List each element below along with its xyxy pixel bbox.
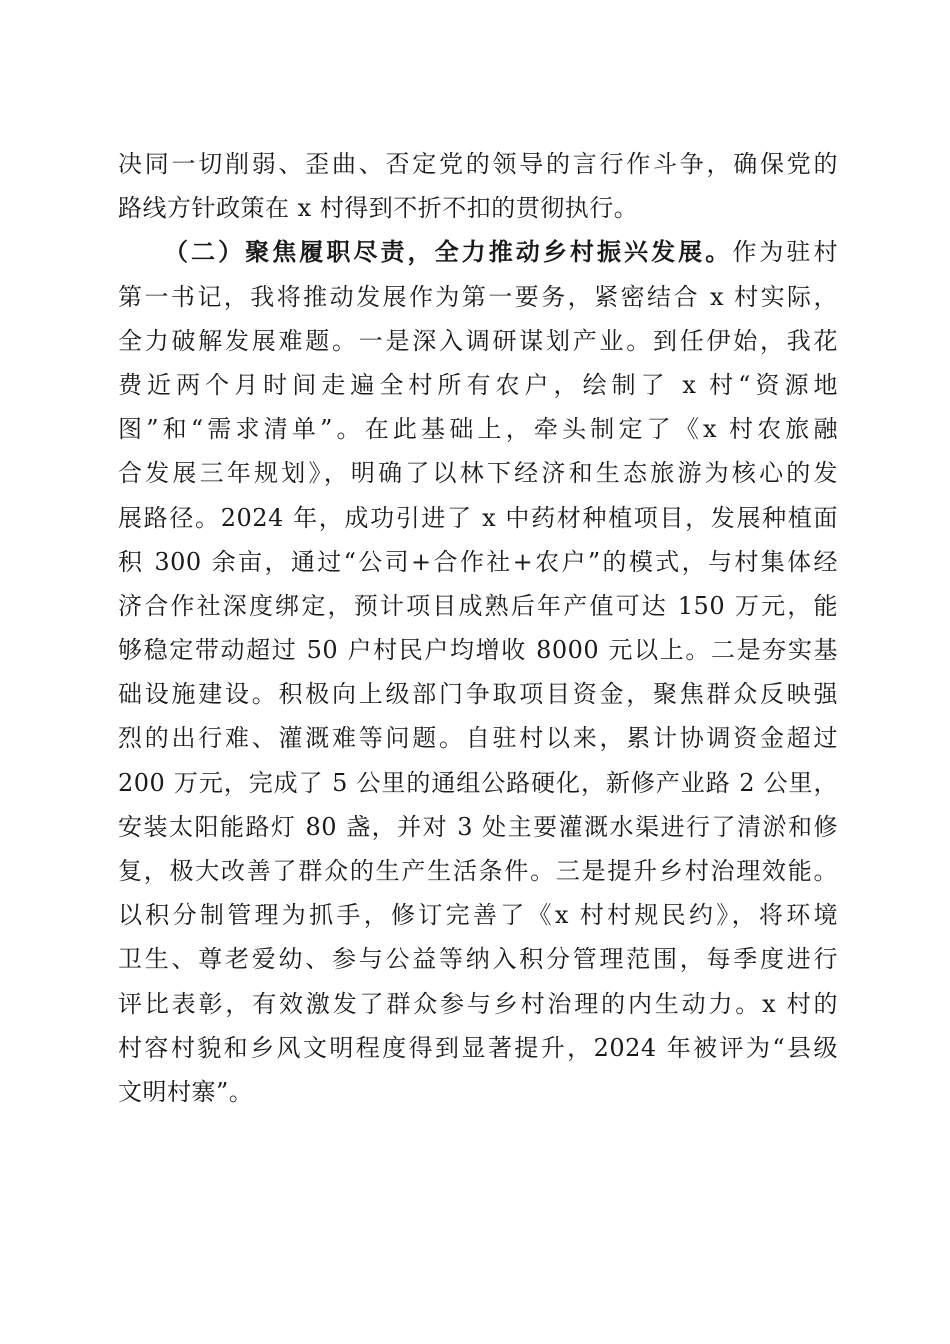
text-line: 卫生、尊老爱幼、参与公益等纳入积分管理范围，每季度进行 xyxy=(118,945,838,974)
text-line: 费近两个月时间走遍全村所有农户，绘制了 x 村“资源地 xyxy=(118,370,838,399)
paragraph-1 xyxy=(118,142,838,230)
text-line: 烈的出行难、灌溉难等问题。自驻村以来，累计协调资金超过 xyxy=(118,724,838,753)
text-line: 够稳定带动超过 50 户村民户均增收 8000 元以上。二是夯实基 xyxy=(118,636,838,665)
text-line: 路线方针政策在 x 村得到不折不扣的贯彻执行。 xyxy=(118,194,639,223)
text-line: 济合作社深度绑定，预计项目成熟后年产值可达 150 万元，能 xyxy=(118,591,838,620)
text-line: 第一书记，我将推动发展作为第一要务，紧密结合 x 村实际， xyxy=(118,282,838,311)
text-line: 展路径。2024 年，成功引进了 x 中药材种植项目，发展种植面 xyxy=(118,503,838,532)
text-span: 作为驻村 xyxy=(732,238,838,267)
text-line: 村容村貌和乡风文明程度得到显著提升，2024 年被评为“县级 xyxy=(118,1033,838,1062)
section-heading: （二）聚焦履职尽责，全力推动乡村振兴发展。 xyxy=(164,237,733,267)
text-line: 复，极大改善了群众的生产生活条件。三是提升乡村治理效能。 xyxy=(118,857,838,885)
paragraph-2 xyxy=(118,230,838,1114)
text-line: 安装太阳能路灯 80 盏，并对 3 处主要灌溉水渠进行了清淤和修 xyxy=(118,812,838,841)
text-line: 积 300 余亩，通过“公司+合作社+农户”的模式，与村集体经 xyxy=(118,547,838,576)
text-line: 全力破解发展难题。一是深入调研谋划产业。到任伊始，我花 xyxy=(118,326,838,355)
text-line: 文明村寨”。 xyxy=(118,1077,254,1106)
text-line: 合发展三年规划》，明确了以林下经济和生态旅游为核心的发 xyxy=(118,459,838,488)
text-line: 评比表彰，有效激发了群众参与乡村治理的内生动力。x 村的 xyxy=(118,989,838,1018)
text-line: 图”和“需求清单”。在此基础上，牵头制定了《x 村农旅融 xyxy=(118,415,838,444)
text-line: 以积分制管理为抓手，修订完善了《x 村村规民约》，将环境 xyxy=(118,901,838,930)
text-line: 200 万元，完成了 5 公里的通组公路硬化，新修产业路 2 公里， xyxy=(118,768,838,797)
text-line: 础设施建设。积极向上级部门争取项目资金，聚焦群众反映强 xyxy=(118,680,838,709)
paragraph-2-first-line xyxy=(118,230,838,274)
text-line: 决同一切削弱、歪曲、否定党的领导的言行作斗争，确保党的 xyxy=(118,150,838,178)
document-body xyxy=(118,142,838,1114)
